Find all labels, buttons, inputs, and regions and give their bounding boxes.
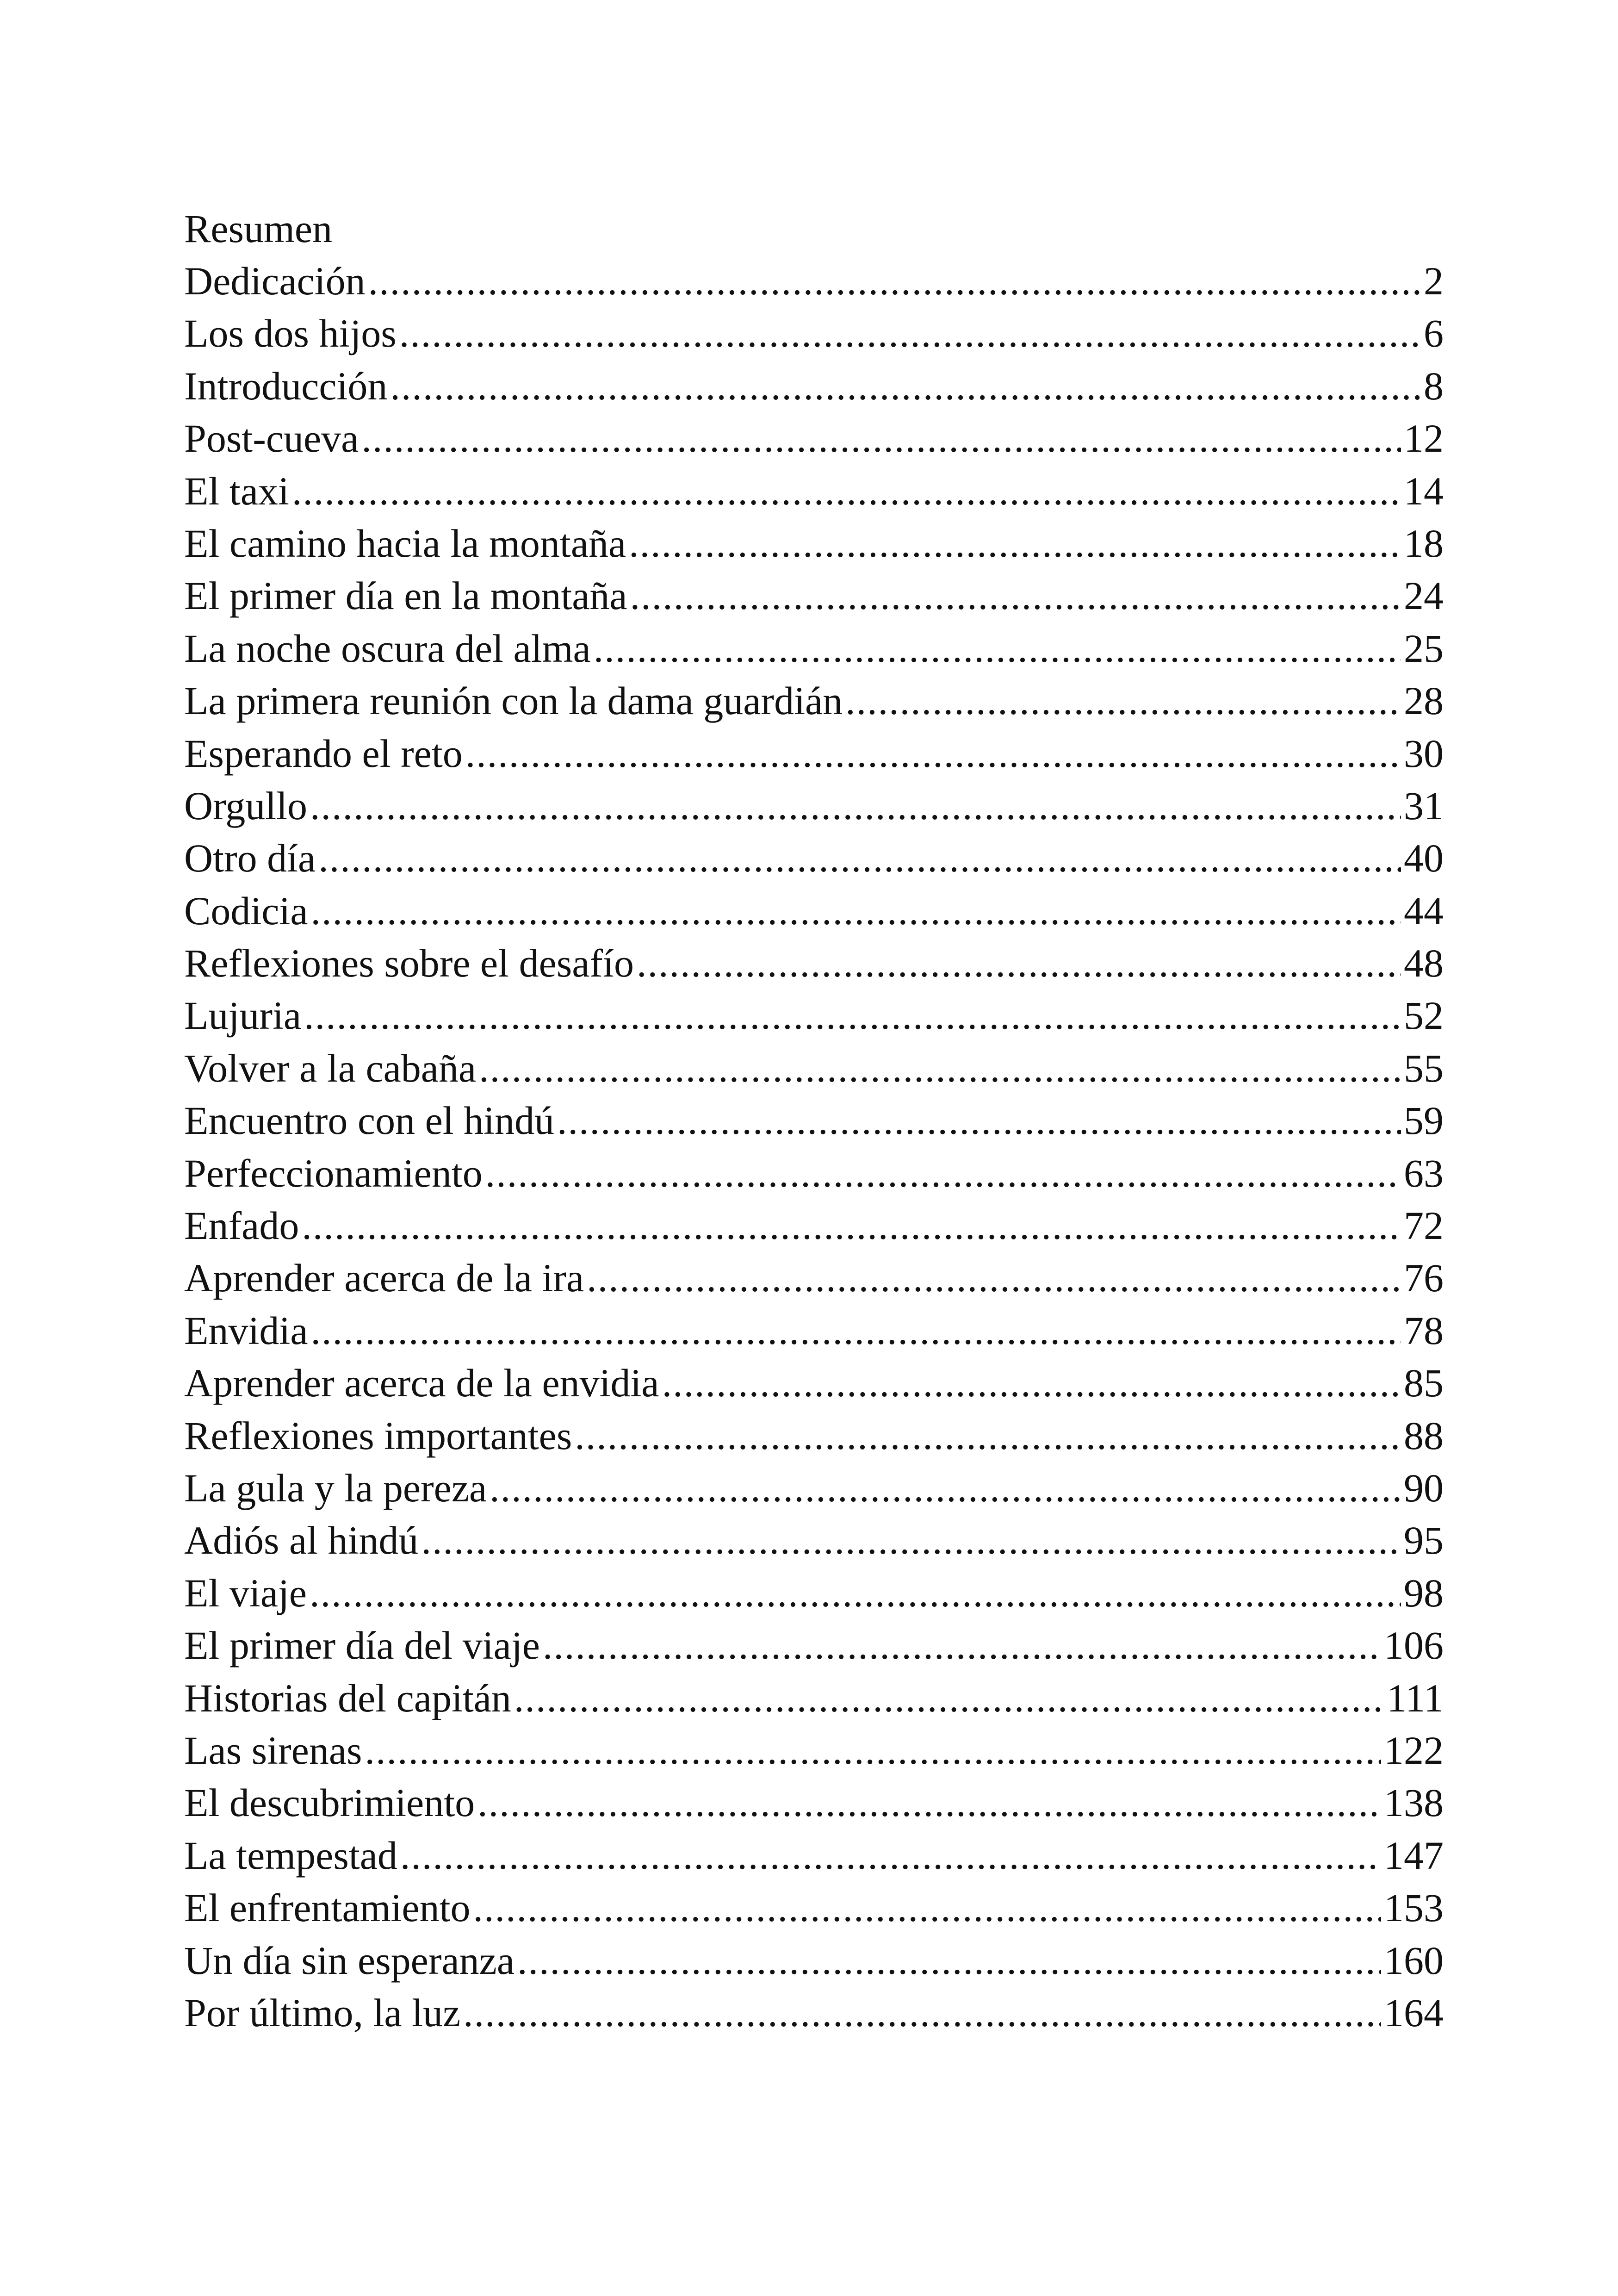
toc-entry-page: 31 xyxy=(1404,783,1444,828)
toc-entry-page: 6 xyxy=(1424,311,1444,356)
toc-entry-page: 52 xyxy=(1404,993,1444,1038)
dot-leader xyxy=(473,1882,1381,1934)
toc-entry-page: 59 xyxy=(1404,1098,1444,1143)
dot-leader xyxy=(421,1514,1401,1567)
dot-leader xyxy=(845,675,1401,727)
toc-entry[interactable] xyxy=(184,360,1444,412)
toc-entry-page: 25 xyxy=(1404,626,1444,671)
toc-entry[interactable] xyxy=(184,780,1444,832)
toc-entry-page: 164 xyxy=(1384,1990,1444,2035)
toc-entry-page: 55 xyxy=(1404,1045,1444,1090)
toc-entry[interactable] xyxy=(184,517,1444,570)
toc-entry[interactable] xyxy=(184,1619,1444,1672)
toc-entry[interactable] xyxy=(184,1095,1444,1147)
toc-entry-title: Por último, la luz xyxy=(184,1990,461,2035)
toc-entry[interactable] xyxy=(184,1724,1444,1777)
toc-entry-title: Encuentro con el hindú xyxy=(184,1098,555,1143)
toc-entry-title: Un día sin esperanza xyxy=(184,1938,515,1983)
toc-entry-page: 44 xyxy=(1404,888,1444,933)
toc-entry-title: Envidia xyxy=(184,1308,308,1353)
dot-leader xyxy=(662,1357,1401,1409)
toc-entry-page: 153 xyxy=(1384,1885,1444,1930)
toc-entry-title: El enfrentamiento xyxy=(184,1885,471,1930)
toc-entry-title: Esperando el reto xyxy=(184,731,463,776)
toc-entry[interactable] xyxy=(184,937,1444,989)
toc-entry-page: 12 xyxy=(1404,416,1444,461)
toc-entry-title: El camino hacia la montaña xyxy=(184,521,626,566)
dot-leader xyxy=(543,1619,1381,1672)
toc-entry-page: 88 xyxy=(1404,1413,1444,1458)
toc-entry[interactable] xyxy=(184,1357,1444,1409)
toc-entry-title: La tempestad xyxy=(184,1833,397,1878)
toc-entry-title: Reflexiones importantes xyxy=(184,1413,572,1458)
toc-entry-title: Aprender acerca de la envidia xyxy=(184,1361,659,1406)
toc-entry-page: 2 xyxy=(1424,259,1444,303)
dot-leader xyxy=(463,1987,1381,2039)
toc-entry[interactable] xyxy=(184,832,1444,884)
toc-entry-page: 111 xyxy=(1387,1675,1444,1720)
toc-entry-title: Post-cueva xyxy=(184,416,359,461)
toc-entry[interactable] xyxy=(184,307,1444,360)
toc-entry-page: 122 xyxy=(1384,1728,1444,1773)
dot-leader xyxy=(390,360,1421,412)
dot-leader xyxy=(365,1724,1381,1777)
dot-leader xyxy=(490,1462,1401,1514)
dot-leader xyxy=(465,728,1401,780)
dot-leader xyxy=(311,1305,1401,1357)
toc-heading: Resumen xyxy=(184,206,333,251)
dot-leader xyxy=(292,465,1401,517)
toc-entry[interactable] xyxy=(184,1042,1444,1095)
toc-entry-title: La noche oscura del alma xyxy=(184,626,591,671)
toc-entry-page: 8 xyxy=(1424,363,1444,408)
dot-leader xyxy=(575,1410,1401,1462)
toc-entry[interactable] xyxy=(184,1829,1444,1882)
toc-entry[interactable] xyxy=(184,1987,1444,2039)
toc-entry-title: Los dos hijos xyxy=(184,311,397,356)
dot-leader xyxy=(629,517,1401,570)
dot-leader xyxy=(399,307,1421,360)
dot-leader xyxy=(587,1252,1401,1304)
toc-entry[interactable] xyxy=(184,1410,1444,1462)
toc-entry[interactable] xyxy=(184,1147,1444,1200)
toc-entry[interactable] xyxy=(184,1567,1444,1619)
dot-leader xyxy=(479,1042,1401,1095)
toc-entry-page: 95 xyxy=(1404,1518,1444,1563)
toc-entry-title: Adiós al hindú xyxy=(184,1518,419,1563)
toc-entry[interactable] xyxy=(184,255,1444,307)
dot-leader xyxy=(514,1672,1384,1724)
toc-entry-page: 147 xyxy=(1384,1833,1444,1878)
toc-entry-title: Otro día xyxy=(184,836,316,881)
toc-entry-title: Reflexiones sobre el desafío xyxy=(184,941,634,986)
toc-entry-page: 63 xyxy=(1404,1151,1444,1195)
toc-entry-title: El taxi xyxy=(184,468,289,513)
toc-entry[interactable] xyxy=(184,728,1444,780)
dot-leader xyxy=(485,1147,1401,1200)
toc-entry[interactable] xyxy=(184,1305,1444,1357)
toc-entry[interactable] xyxy=(184,622,1444,675)
toc-entry-page: 24 xyxy=(1404,573,1444,618)
toc-entry[interactable] xyxy=(184,570,1444,622)
toc-entry-page: 138 xyxy=(1384,1780,1444,1825)
toc-entry-page: 14 xyxy=(1404,468,1444,513)
toc-entry-page: 106 xyxy=(1384,1623,1444,1668)
toc-entry-page: 72 xyxy=(1404,1203,1444,1248)
dot-leader xyxy=(304,989,1401,1042)
toc-entry-title: La primera reunión con la dama guardián xyxy=(184,678,843,723)
toc-entry-title: Codicia xyxy=(184,888,308,933)
toc-entry[interactable] xyxy=(184,675,1444,727)
toc-entry-page: 85 xyxy=(1404,1361,1444,1406)
toc-entry-page: 18 xyxy=(1404,521,1444,566)
toc-entry-title: Aprender acerca de la ira xyxy=(184,1256,584,1300)
dot-leader xyxy=(310,1567,1401,1619)
dot-leader xyxy=(310,780,1401,832)
toc-entry-page: 76 xyxy=(1404,1256,1444,1300)
toc-entry-title: El primer día del viaje xyxy=(184,1623,540,1668)
dot-leader xyxy=(477,1777,1381,1829)
dot-leader xyxy=(361,412,1401,465)
toc-entry[interactable] xyxy=(184,412,1444,465)
toc-entry[interactable] xyxy=(184,989,1444,1042)
toc-entry[interactable] xyxy=(184,1252,1444,1304)
toc-entry[interactable] xyxy=(184,1462,1444,1514)
toc-entry-title: Perfeccionamiento xyxy=(184,1151,483,1195)
toc-entry[interactable] xyxy=(184,1672,1444,1724)
toc-entry[interactable] xyxy=(184,465,1444,517)
toc-entry-page: 30 xyxy=(1404,731,1444,776)
toc-entry[interactable] xyxy=(184,1514,1444,1567)
dot-leader xyxy=(311,885,1401,937)
toc-list xyxy=(184,255,1444,2039)
toc-entry-page: 90 xyxy=(1404,1465,1444,1510)
toc-entry-title: Lujuria xyxy=(184,993,302,1038)
toc-entry[interactable] xyxy=(184,885,1444,937)
toc-entry[interactable] xyxy=(184,1200,1444,1252)
dot-leader xyxy=(557,1095,1401,1147)
toc-entry-title: El descubrimiento xyxy=(184,1780,475,1825)
dot-leader xyxy=(594,622,1401,675)
toc-entry-title: Volver a la cabaña xyxy=(184,1045,477,1090)
toc-entry-title: La gula y la pereza xyxy=(184,1465,487,1510)
toc-entry-title: El primer día en la montaña xyxy=(184,573,627,618)
dot-leader xyxy=(630,570,1401,622)
toc-entry[interactable] xyxy=(184,1935,1444,1987)
toc-entry-title: Dedicación xyxy=(184,259,366,303)
toc-entry-page: 78 xyxy=(1404,1308,1444,1353)
toc-entry-page: 160 xyxy=(1384,1938,1444,1983)
dot-leader xyxy=(517,1935,1381,1987)
toc-entry-page: 48 xyxy=(1404,941,1444,986)
toc-entry[interactable] xyxy=(184,1777,1444,1829)
table-of-contents xyxy=(184,203,1444,2039)
toc-entry-page: 40 xyxy=(1404,836,1444,881)
toc-entry-title: Enfado xyxy=(184,1203,299,1248)
dot-leader xyxy=(368,255,1421,307)
toc-entry-title: Las sirenas xyxy=(184,1728,362,1773)
toc-entry-page: 98 xyxy=(1404,1570,1444,1615)
toc-entry-title: Introducción xyxy=(184,363,388,408)
toc-entry-title: Orgullo xyxy=(184,783,307,828)
toc-entry-title: Historias del capitán xyxy=(184,1675,511,1720)
dot-leader xyxy=(400,1829,1381,1882)
dot-leader xyxy=(637,937,1401,989)
toc-entry[interactable] xyxy=(184,1882,1444,1934)
toc-entry-page: 28 xyxy=(1404,678,1444,723)
toc-entry-title: El viaje xyxy=(184,1570,307,1615)
dot-leader xyxy=(318,832,1401,884)
dot-leader xyxy=(302,1200,1401,1252)
